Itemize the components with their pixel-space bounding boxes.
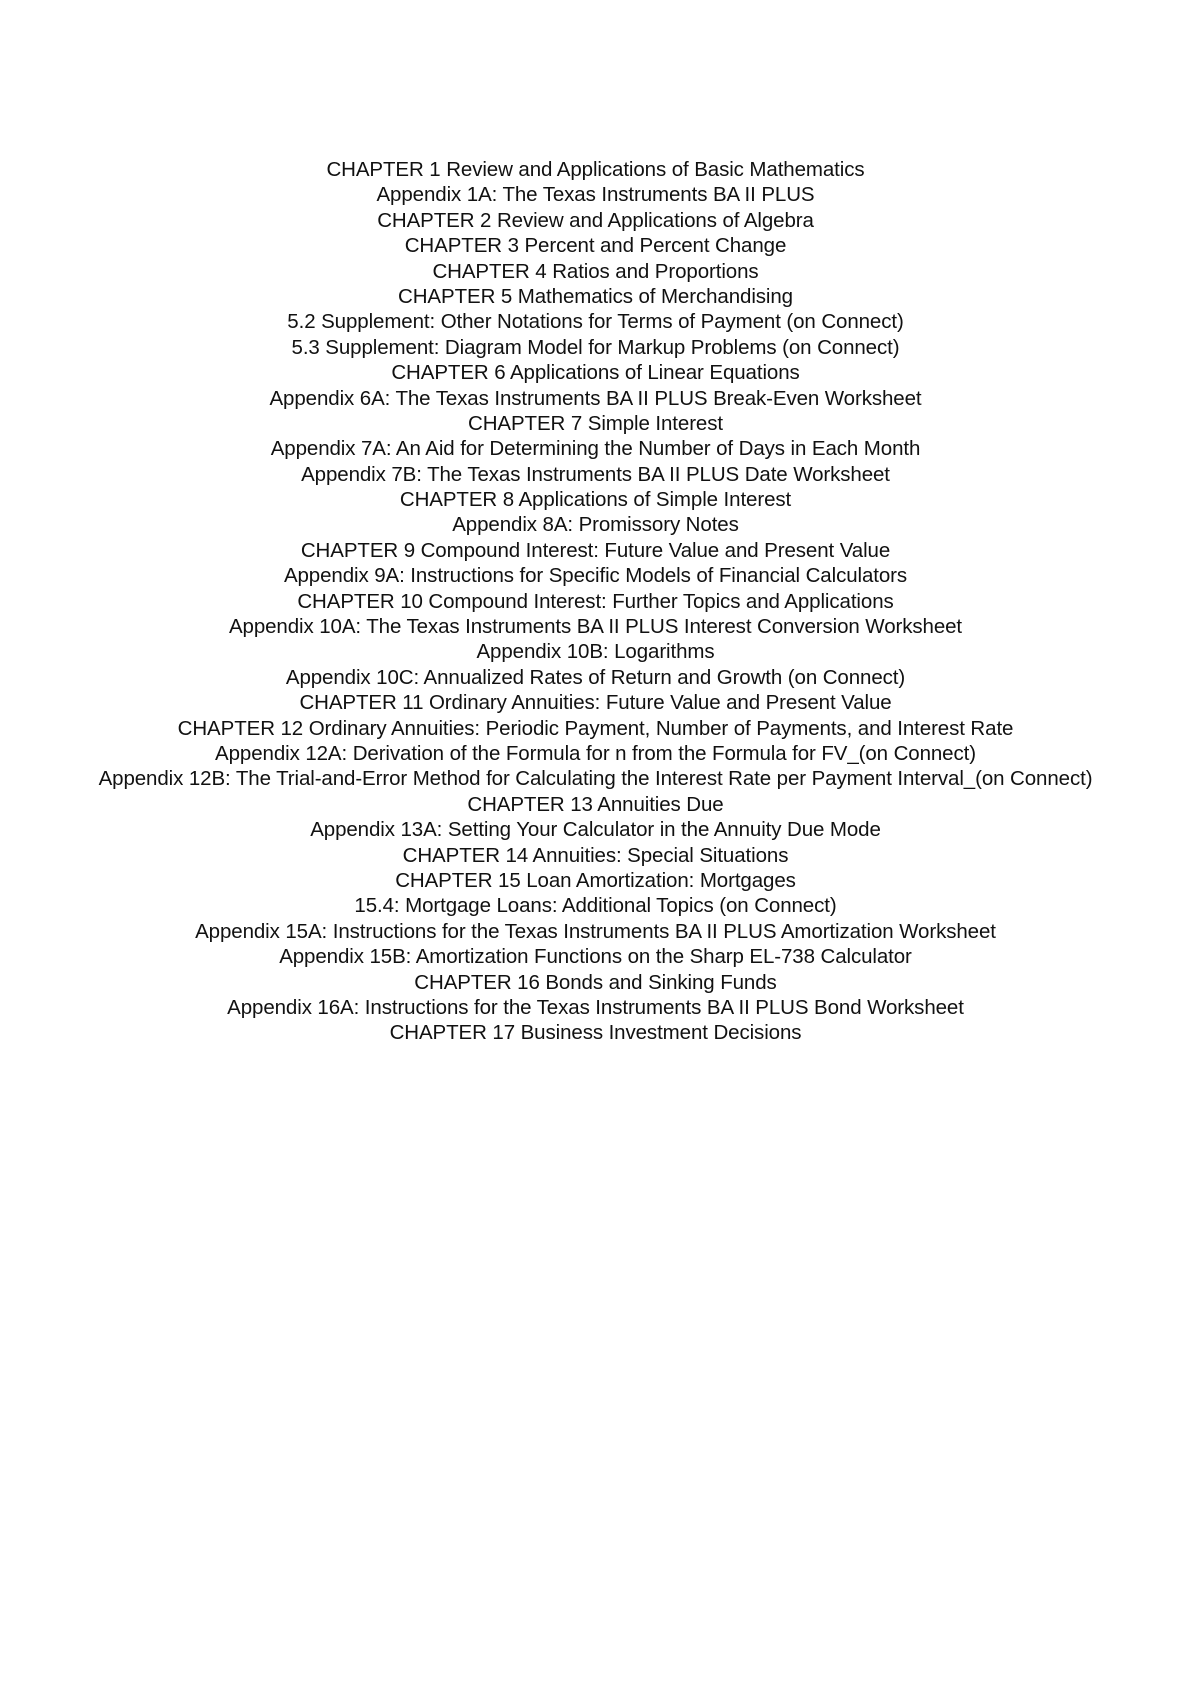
toc-entry: Appendix 13A: Setting Your Calculator in the Annuity Due Mode (310, 818, 881, 842)
toc-entry: Appendix 10A: The Texas Instruments BA II PLUS Interest Conversion Worksheet (228, 615, 963, 639)
toc-entry: Appendix 12A: Derivation of the Formula for n from the Formula for FV_(on Connect) (215, 741, 976, 765)
toc-entry: Appendix 15B: Amortization Functions on the Sharp EL-738 Calculator (279, 945, 912, 969)
toc-entry: Appendix 9A: Instructions for Specific Models of Financial Calculators (283, 564, 908, 588)
toc-entry: Appendix 7A: An Aid for Determining the Number of Days in Each Month (270, 437, 921, 461)
toc-entry: CHAPTER 4 Ratios and Proportions (432, 259, 759, 283)
toc-entry: 5.3 Supplement: Diagram Model for Markup Problems (on Connect) (291, 335, 900, 359)
toc-entry: CHAPTER 11 Ordinary Annuities: Future Value and Present Value (299, 691, 892, 715)
table-of-contents (0, 157, 1191, 1046)
toc-entry: 15.4: Mortgage Loans: Additional Topics (on Connect) (354, 894, 837, 918)
toc-entry: CHAPTER 1 Review and Applications of Basic Mathematics (326, 158, 865, 181)
toc-entry: CHAPTER 15 Loan Amortization: Mortgages (395, 868, 796, 892)
toc-entry: Appendix 6A: The Texas Instruments BA II PLUS Break-Even Worksheet (269, 386, 922, 410)
toc-entry: CHAPTER 7 Simple Interest (468, 411, 723, 435)
toc-entry: CHAPTER 8 Applications of Simple Interest (399, 488, 792, 512)
toc-entry: CHAPTER 6 Applications of Linear Equations (391, 361, 800, 385)
toc-entry: Appendix 12B: The Trial-and-Error Method for Calculating the Interest Rate per Payment Interval_(on Connect) (98, 767, 1093, 791)
toc-entry: CHAPTER 14 Annuities: Special Situations (402, 843, 789, 867)
toc-entry: CHAPTER 2 Review and Applications of Algebra (377, 208, 814, 232)
toc-entry: Appendix 10B: Logarithms (476, 640, 715, 664)
toc-entry: Appendix 16A: Instructions for the Texas Instruments BA II PLUS Bond Worksheet (227, 995, 964, 1019)
toc-entry: CHAPTER 16 Bonds and Sinking Funds (414, 970, 777, 994)
toc-entry: Appendix 15A: Instructions for the Texas Instruments BA II PLUS Amortization Worksheet (195, 919, 996, 943)
toc-entry: CHAPTER 17 Business Investment Decisions (389, 1021, 802, 1045)
toc-entry: CHAPTER 13 Annuities Due (467, 792, 724, 816)
toc-entry: CHAPTER 9 Compound Interest: Future Value and Present Value (300, 538, 891, 562)
toc-entry: CHAPTER 5 Mathematics of Merchandising (398, 284, 793, 308)
toc-entry: Appendix 10C: Annualized Rates of Return and Growth (on Connect) (285, 665, 906, 689)
toc-entry: 5.2 Supplement: Other Notations for Terms of Payment (on Connect) (287, 310, 904, 334)
toc-entry: Appendix 7B: The Texas Instruments BA II PLUS Date Worksheet (301, 462, 890, 486)
toc-entry: Appendix 1A: The Texas Instruments BA II PLUS (376, 183, 815, 207)
toc-entry: CHAPTER 3 Percent and Percent Change (404, 234, 787, 258)
toc-entry: CHAPTER 10 Compound Interest: Further Topics and Applications (297, 589, 894, 613)
toc-entry: Appendix 8A: Promissory Notes (452, 513, 739, 537)
toc-entry: CHAPTER 12 Ordinary Annuities: Periodic Payment, Number of Payments, and Interest Rate (177, 716, 1014, 740)
